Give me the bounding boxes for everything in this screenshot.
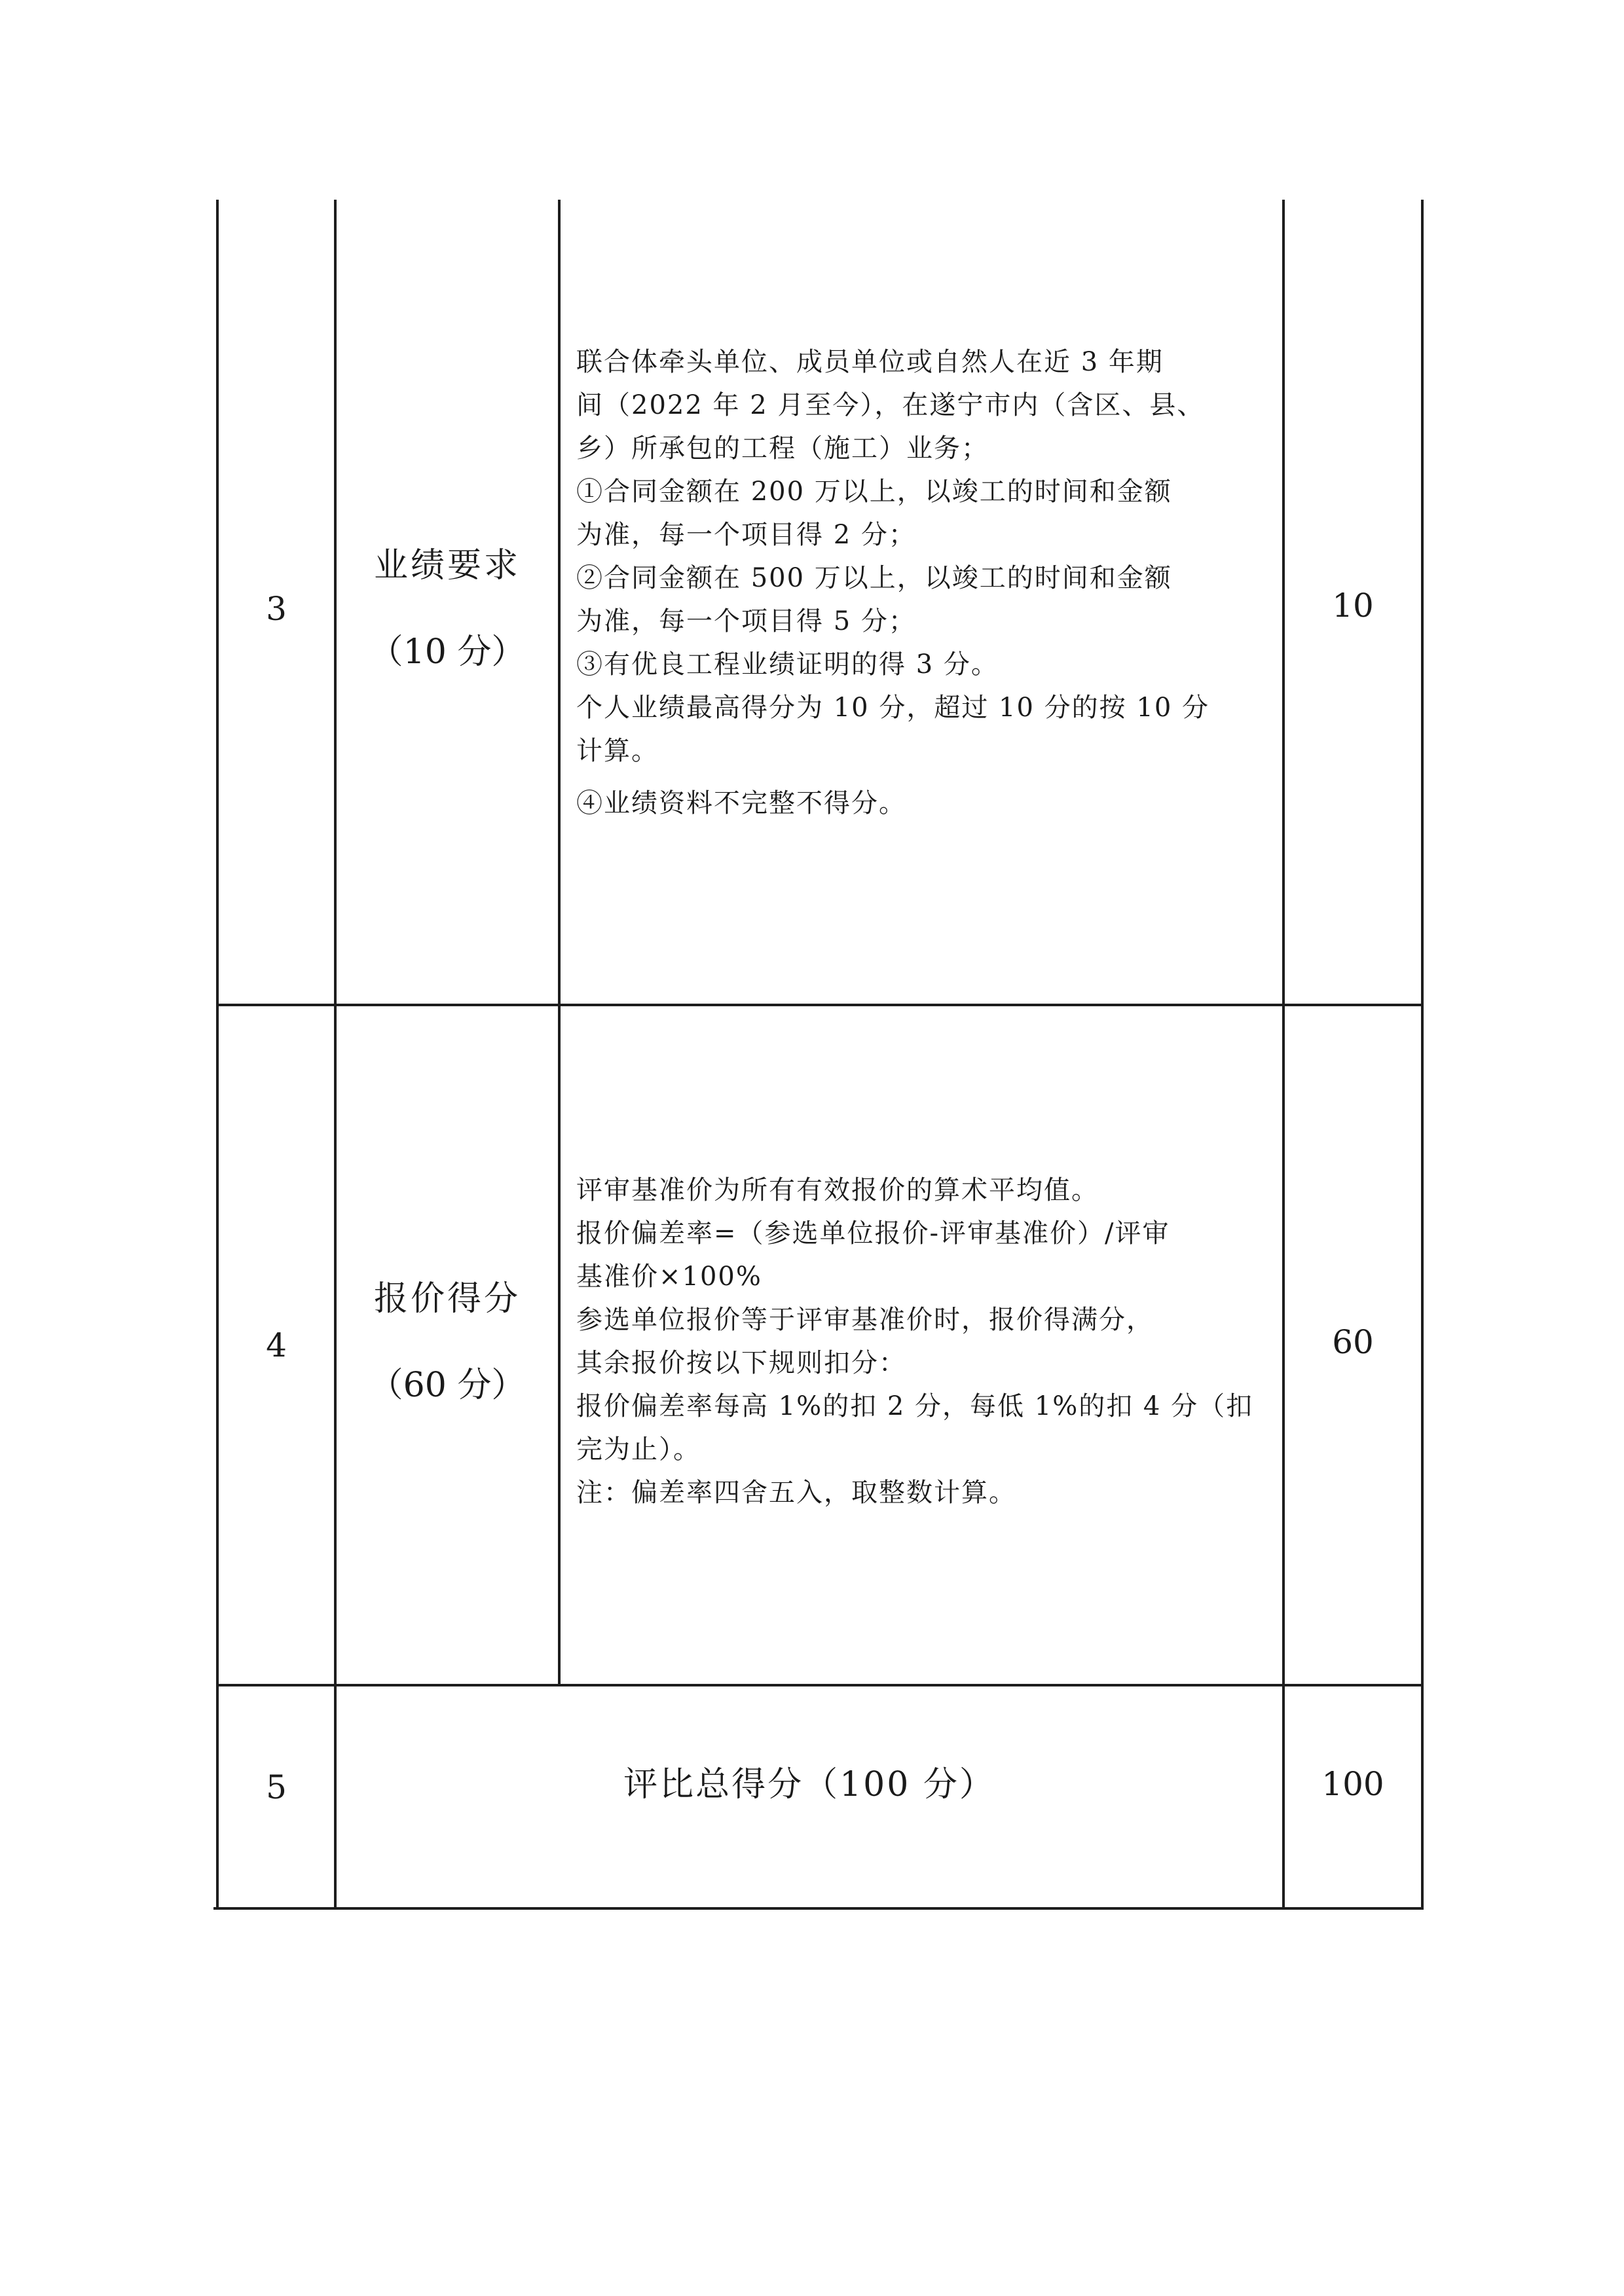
table-col-divider-1 (334, 200, 337, 1910)
criteria-line: ①合同金额在 200 万以上，以竣工的时间和金额 (576, 477, 1172, 507)
criteria-line: 报价偏差率每高 1%的扣 2 分，每低 1%的扣 4 分（扣 (576, 1391, 1254, 1421)
table-left-border (216, 200, 219, 1910)
row-number: 3 (266, 590, 287, 628)
criteria-line: 报价偏差率=（参选单位报价-评审基准价）/评审 (576, 1218, 1170, 1248)
criteria-text (576, 1169, 1277, 1514)
table-col-divider-2 (558, 200, 561, 1686)
total-score: 100 (1321, 1765, 1384, 1803)
criteria-line: 乡）所承包的工程（施工）业务； (576, 433, 989, 464)
criteria-line: 个人业绩最高得分为 10 分，超过 10 分的按 10 分 (576, 693, 1209, 723)
criteria-text (576, 340, 1277, 825)
criteria-line: 间（2022 年 2 月至今），在遂宁市内（含区、县、 (576, 390, 1205, 420)
criteria-line: 联合体牵头单位、成员单位或自然人在近 3 年期 (576, 347, 1164, 377)
item-points: （10 分） (369, 632, 526, 672)
criteria-line: 为准，每一个项目得 5 分； (576, 606, 916, 636)
criteria-line: ②合同金额在 500 万以上，以竣工的时间和金额 (576, 563, 1172, 593)
criteria-line: 完为止）。 (576, 1434, 701, 1465)
criteria-line: 计算。 (576, 736, 659, 766)
item-title: 业绩要求 (373, 546, 521, 585)
table-right-border (1421, 200, 1424, 1910)
criteria-line: 基准价×100% (576, 1262, 762, 1292)
row-score: 10 (1332, 587, 1374, 625)
criteria-line: 注：偏差率四舍五入，取整数计算。 (576, 1478, 1016, 1508)
row-score: 60 (1332, 1323, 1374, 1361)
criteria-line: 参选单位报价等于评审基准价时，报价得满分， (576, 1305, 1154, 1335)
paragraph-gap (576, 773, 1277, 782)
criteria-line: 其余报价按以下规则扣分： (576, 1348, 906, 1378)
criteria-line: 评审基准价为所有有效报价的算术平均值。 (576, 1175, 1099, 1205)
item-title: 报价得分 (373, 1279, 521, 1319)
table-bottom-border (213, 1907, 1424, 1910)
criteria-line: 为准，每一个项目得 2 分； (576, 520, 916, 550)
row-divider-4-5 (216, 1684, 1424, 1686)
item-points: （60 分） (369, 1366, 526, 1405)
row-number: 4 (266, 1326, 287, 1364)
row-number: 5 (266, 1768, 287, 1806)
row-divider-3-4 (216, 1004, 1424, 1006)
criteria-line: ③有优良工程业绩证明的得 3 分。 (576, 649, 999, 680)
criteria-line: ④业绩资料不完整不得分。 (576, 788, 906, 818)
total-score-label: 评比总得分（100 分） (623, 1765, 995, 1804)
table-col-divider-3 (1282, 200, 1285, 1910)
